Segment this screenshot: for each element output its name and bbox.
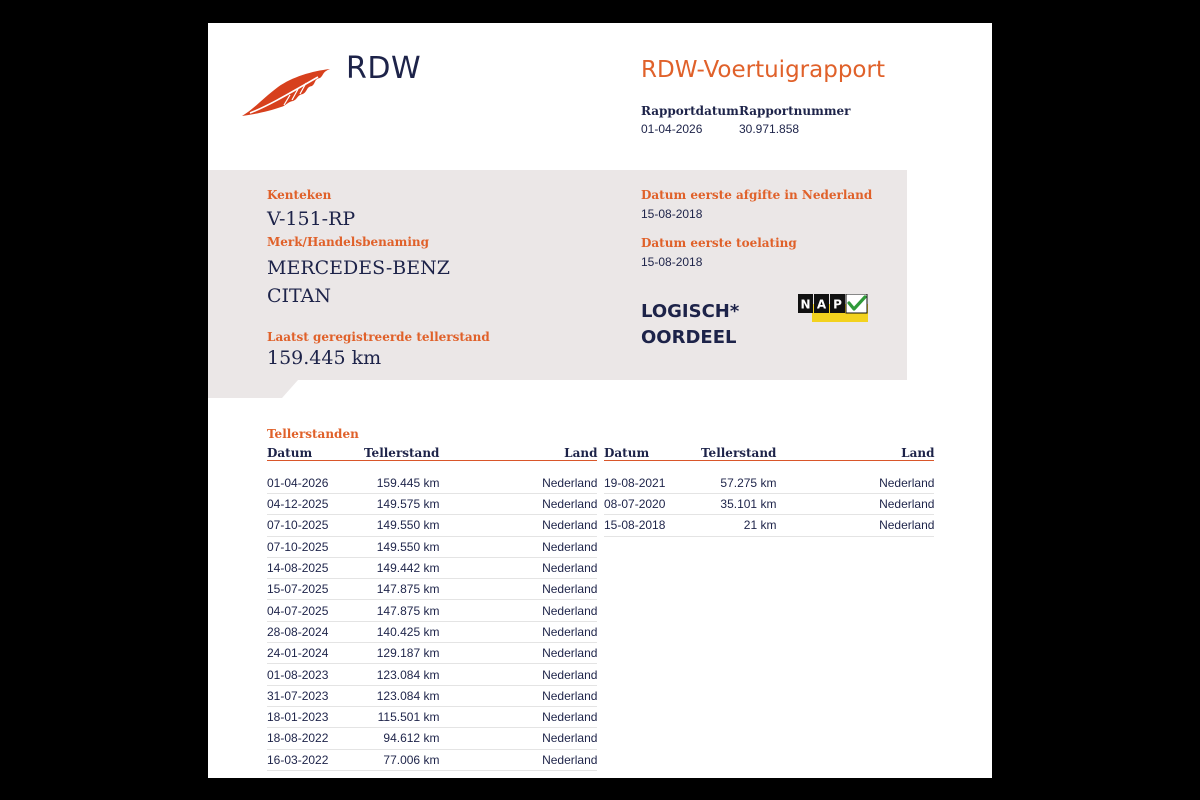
report-page [208,23,992,778]
cell-tellerstand: 123.084 km [364,685,439,706]
cell-tellerstand: 149.442 km [364,557,439,578]
cell-datum: 14-08-2025 [267,557,364,578]
cell-tellerstand: 149.550 km [364,515,439,536]
cell-land: Nederland [439,579,597,600]
cell-land: Nederland [439,728,597,749]
cell-datum: 18-08-2022 [267,728,364,749]
table-row [267,664,597,685]
col-tellerstand: Tellerstand [701,446,777,460]
cell-tellerstand: 77.006 km [364,749,439,770]
table-row [267,494,597,515]
cell-land: Nederland [439,749,597,770]
kenteken-label: Kenteken [267,188,332,202]
cell-datum: 15-08-2018 [604,515,701,536]
table-row [267,536,597,557]
afgifte-label: Datum eerste afgifte in Nederland [641,188,873,202]
col-datum: Datum [604,444,701,461]
cell-land: Nederland [439,461,597,494]
cell-tellerstand: 159.445 km [364,461,439,494]
logo-text: RDW [346,51,422,86]
col-land: Land [439,444,597,461]
toelating-label: Datum eerste toelating [641,236,797,250]
cell-datum: 16-03-2022 [267,749,364,770]
cell-tellerstand: 129.187 km [364,643,439,664]
table-row [267,621,597,642]
cell-tellerstand: 21 km [701,515,776,536]
report-date: 01-04-2026 [641,122,703,136]
afgifte-value: 15-08-2018 [641,207,703,221]
nap-letter-n: N [800,297,811,312]
table-row [267,685,597,706]
tellerstand-value: 159.445 km [267,347,382,369]
rdw-logo-icon [240,69,336,119]
cell-datum: 31-07-2023 [267,685,364,706]
table-row [267,515,597,536]
table-row [604,515,934,536]
cell-land: Nederland [439,600,597,621]
report-date-block [641,104,739,136]
panel-notch [208,380,298,398]
cell-datum: 01-04-2026 [267,461,364,494]
cell-land: Nederland [439,621,597,642]
cell-tellerstand: 147.875 km [364,600,439,621]
cell-land: Nederland [439,536,597,557]
cell-tellerstand: 115.501 km [364,706,439,727]
nap-logo-icon [798,294,870,324]
cell-datum: 08-07-2020 [604,494,701,515]
cell-tellerstand: 123.084 km [364,664,439,685]
cell-datum: 01-08-2023 [267,664,364,685]
tellerstanden-table-left [267,444,597,771]
tellerstanden-title: Tellerstanden [267,427,359,441]
table-row [267,579,597,600]
cell-tellerstand: 149.550 km [364,536,439,557]
nap-letter-a: A [816,297,827,312]
cell-land: Nederland [776,515,934,536]
table-row [267,557,597,578]
report-number-label: Rapportnummer [739,104,851,118]
cell-land: Nederland [439,643,597,664]
cell-land: Nederland [439,515,597,536]
cell-land: Nederland [439,494,597,515]
cell-datum: 24-01-2024 [267,643,364,664]
cell-tellerstand: 94.612 km [364,728,439,749]
merk-label: Merk/Handelsbenaming [267,235,430,249]
cell-datum: 15-07-2025 [267,579,364,600]
cell-land: Nederland [439,685,597,706]
cell-land: Nederland [439,557,597,578]
oordeel-line2: OORDEEL [641,327,737,348]
merk-value: MERCEDES-BENZ [267,257,450,279]
cell-land: Nederland [776,461,934,494]
report-title: RDW-Voertuigrapport [641,57,885,83]
nap-letter-p: P [833,297,842,312]
table-row [267,749,597,770]
table-row [604,461,934,494]
tellerstanden-table-right [604,444,934,537]
report-number-block [739,104,850,136]
cell-tellerstand: 149.575 km [364,494,439,515]
cell-datum: 18-01-2023 [267,706,364,727]
oordeel [641,299,739,351]
cell-tellerstand: 57.275 km [701,461,776,494]
handelsbenaming-value: CITAN [267,285,332,307]
cell-datum: 07-10-2025 [267,536,364,557]
cell-datum: 07-10-2025 [267,515,364,536]
table-row [267,643,597,664]
cell-tellerstand: 140.425 km [364,621,439,642]
cell-datum: 19-08-2021 [604,461,701,494]
table-row [267,461,597,494]
oordeel-line1: LOGISCH* [641,301,740,322]
col-tellerstand: Tellerstand [364,446,440,460]
report-number: 30.971.858 [739,122,800,136]
cell-land: Nederland [439,706,597,727]
col-land: Land [776,444,934,461]
report-date-label: Rapportdatum [641,104,739,118]
table-row [267,706,597,727]
cell-land: Nederland [776,494,934,515]
cell-tellerstand: 35.101 km [701,494,776,515]
table-row [267,728,597,749]
table-row [267,600,597,621]
cell-land: Nederland [439,664,597,685]
table-header-row [267,444,597,461]
cell-datum: 04-12-2025 [267,494,364,515]
cell-datum: 28-08-2024 [267,621,364,642]
table-header-row [604,444,934,461]
table-row [604,494,934,515]
cell-tellerstand: 147.875 km [364,579,439,600]
kenteken-value: V-151-RP [267,208,356,230]
toelating-value: 15-08-2018 [641,255,703,269]
cell-datum: 04-07-2025 [267,600,364,621]
col-datum: Datum [267,444,364,461]
tellerstand-label: Laatst geregistreerde tellerstand [267,330,490,344]
